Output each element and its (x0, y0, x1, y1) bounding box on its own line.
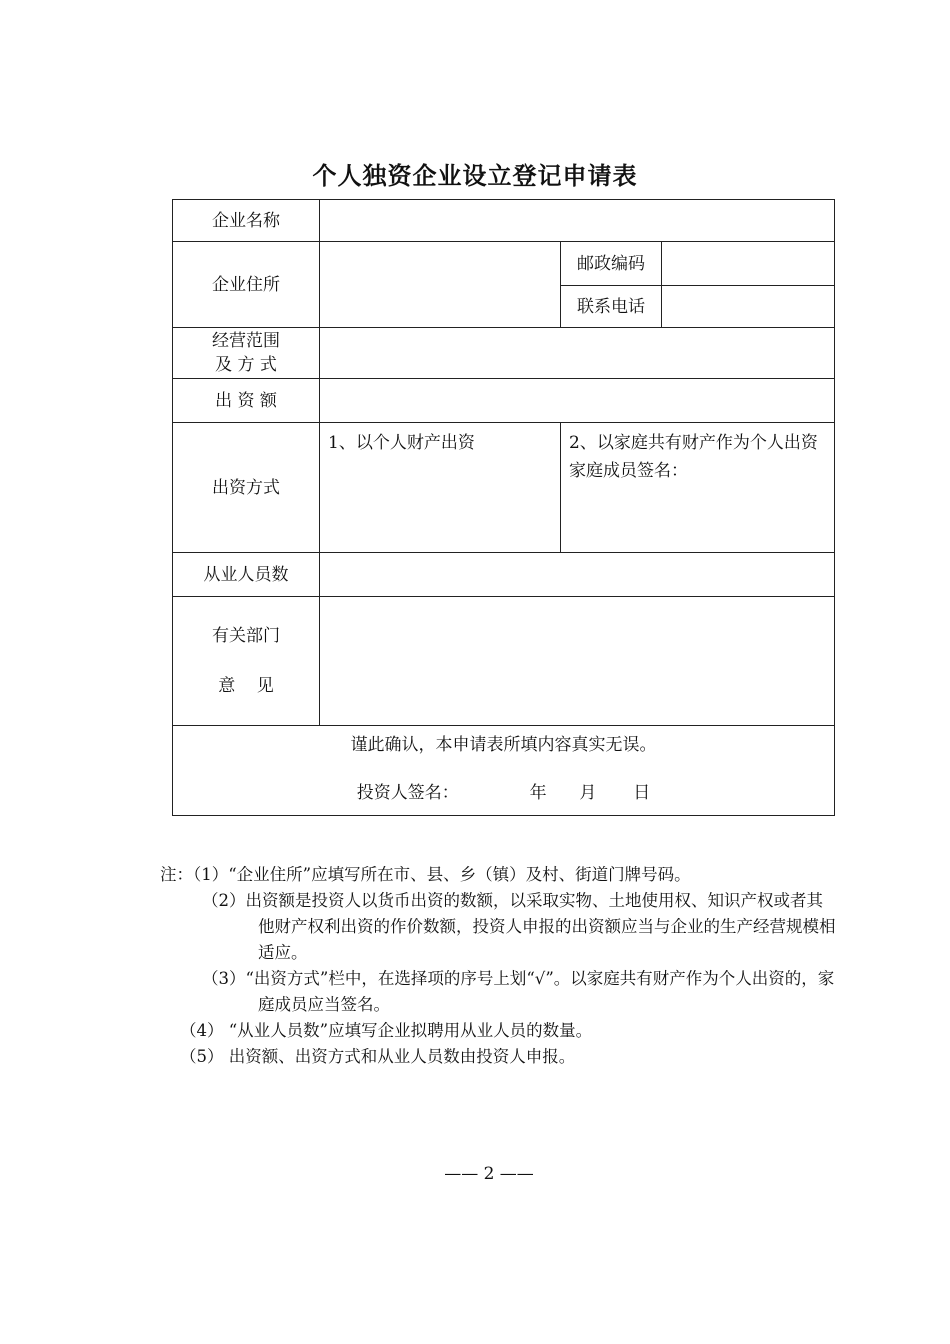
method-option-family[interactable]: 2、以家庭共有财产作为个人出资家庭成员签名： (561, 423, 835, 553)
employee-count-field[interactable] (320, 553, 835, 597)
note-text: 出资额是投资人以货币出资的数额，以采取实物、土地使用权、知识产权或者其他财产权利出资的作价数额，投资人申报的出资额应当与企业的生产经营规模相适应。 (245, 891, 836, 962)
company-name-label: 企业名称 (173, 200, 320, 242)
note-5 (160, 1044, 836, 1070)
method-option-personal[interactable]: 1、以个人财产出资 (320, 423, 561, 553)
signature-line (173, 778, 834, 808)
note-lead: （2） (202, 891, 246, 910)
note-text: “从业人员数”应填写企业拟聘用从业人员的数量。 (223, 1021, 593, 1040)
note-lead: （5） (180, 1047, 224, 1066)
date-day: 日 (633, 783, 651, 803)
note-lead: （4） (180, 1021, 224, 1040)
company-address-field[interactable] (320, 242, 561, 328)
note-3 (160, 966, 836, 1018)
note-4 (160, 1018, 836, 1044)
company-name-field[interactable] (320, 200, 835, 242)
notes-section (160, 862, 836, 1070)
phone-field[interactable] (662, 286, 835, 328)
investment-amount-field[interactable] (320, 379, 835, 423)
employee-count-label: 从业人员数 (173, 553, 320, 597)
phone-label: 联系电话 (561, 286, 662, 328)
confirmation-text: 谨此确认，本申请表所填内容真实无误。 (350, 735, 657, 755)
application-form-table (172, 199, 835, 816)
investor-signature-label: 投资人签名： (356, 783, 459, 803)
date-year: 年 (529, 783, 547, 803)
business-scope-label (173, 328, 320, 379)
note-lead: 注：（1） (160, 865, 229, 884)
confirmation-section (173, 726, 835, 816)
note-text: “出资方式”栏中，在选择项的序号上划“√”。以家庭共有财产作为个人出资的，家庭成员应当签名。 (245, 969, 835, 1014)
form-title: 个人独资企业设立登记申请表 (312, 161, 638, 190)
dept-opinion-label-line1: 有关部门 (212, 626, 280, 646)
dept-opinion-field[interactable] (320, 597, 835, 726)
note-1 (160, 862, 836, 888)
dept-opinion-label (173, 597, 320, 726)
postal-code-field[interactable] (662, 242, 835, 286)
investment-amount-label: 出 资 额 (173, 379, 320, 423)
business-scope-label-line2: 及 方 式 (215, 355, 277, 375)
business-scope-label-line1: 经营范围 (212, 331, 280, 351)
page-number: —— 2 —— (444, 1164, 534, 1184)
note-lead: （3） (202, 969, 246, 988)
company-address-label: 企业住所 (173, 242, 320, 328)
note-2 (160, 888, 836, 966)
investment-method-label: 出资方式 (173, 423, 320, 553)
business-scope-field[interactable] (320, 328, 835, 379)
postal-code-label: 邮政编码 (561, 242, 662, 286)
date-month: 月 (579, 783, 597, 803)
note-text: “企业住所”应填写所在市、县、乡（镇）及村、街道门牌号码。 (228, 865, 691, 884)
dept-opinion-label-line2: 意 见 (218, 676, 274, 696)
note-text: 出资额、出资方式和从业人员数由投资人申报。 (223, 1047, 576, 1066)
